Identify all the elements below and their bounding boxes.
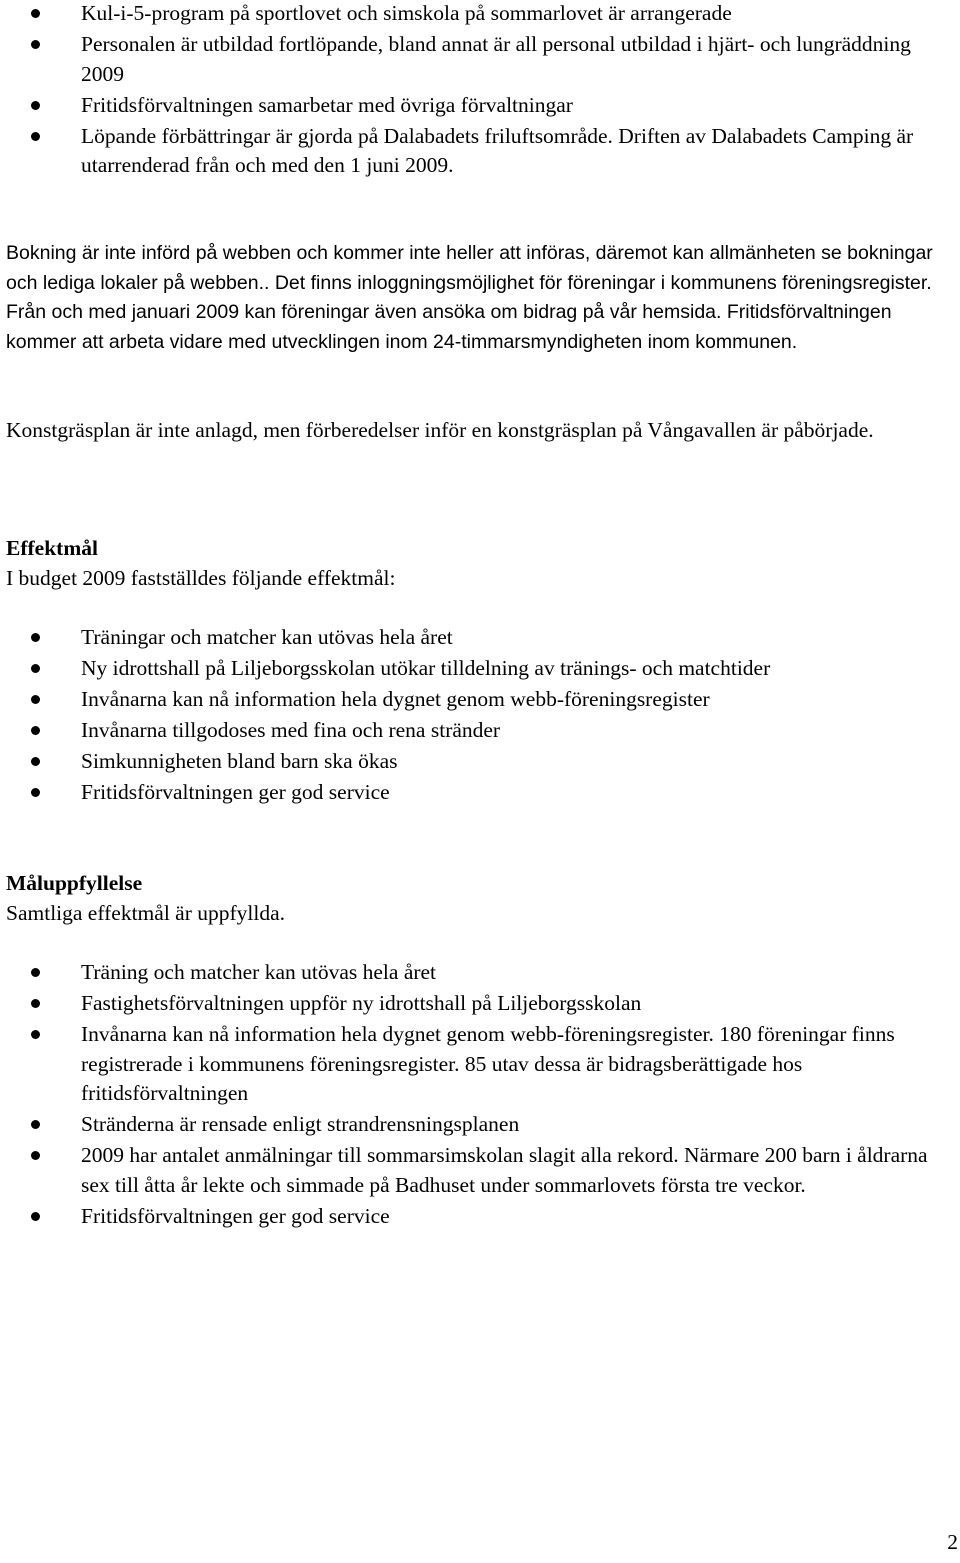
maluppfyllelse-list-section bbox=[6, 958, 954, 1233]
list-item: 2009 har antalet anmälningar till sommarsimskolan slagit alla rekord. Närmare 200 barn i åldrarna sex till åtta år lekte och simmade på Badhuset under sommarlovets första tre veckor. bbox=[6, 1141, 954, 1200]
maluppfyllelse-section bbox=[6, 869, 954, 928]
top-bullet-list bbox=[6, 0, 954, 181]
effektmal-section bbox=[6, 534, 954, 593]
list-item: Fritidsförvaltningen samarbetar med övriga förvaltningar bbox=[6, 91, 954, 121]
list-item: Personalen är utbildad fortlöpande, bland annat är all personal utbildad i hjärt- och lungräddning 2009 bbox=[6, 30, 954, 89]
effektmal-intro: I budget 2009 fastställdes följande effektmål: bbox=[6, 565, 396, 590]
booking-paragraph-section bbox=[6, 239, 954, 357]
top-bullet-list-section bbox=[6, 0, 954, 182]
effektmal-list-section bbox=[6, 623, 954, 809]
list-item: Simkunnigheten bland barn ska ökas bbox=[6, 747, 954, 777]
list-item: Träningar och matcher kan utövas hela året bbox=[6, 623, 954, 653]
list-item: Fritidsförvaltningen ger god service bbox=[6, 778, 954, 808]
konstgras-paragraph-section bbox=[6, 416, 954, 446]
list-item: Invånarna kan nå information hela dygnet genom webb-föreningsregister bbox=[6, 685, 954, 715]
maluppfyllelse-intro: Samtliga effektmål är uppfyllda. bbox=[6, 900, 286, 925]
maluppfyllelse-heading: Måluppfyllelse bbox=[6, 871, 143, 895]
effektmal-heading: Effektmål bbox=[6, 536, 98, 560]
list-item: Invånarna kan nå information hela dygnet genom webb-föreningsregister. 180 föreningar finns registrerade i kommunens föreningsregister. 85 utav dessa är bidragsberättigade hos fritidsförvaltningen bbox=[6, 1020, 954, 1109]
list-item: Fastighetsförvaltningen uppför ny idrottshall på Liljeborgsskolan bbox=[6, 989, 954, 1019]
list-item: Stränderna är rensade enligt strandrensningsplanen bbox=[6, 1110, 954, 1140]
list-item: Fritidsförvaltningen ger god service bbox=[6, 1202, 954, 1232]
list-item: Invånarna tillgodoses med fina och rena stränder bbox=[6, 716, 954, 746]
list-item: Kul-i-5-program på sportlovet och simskola på sommarlovet är arrangerade bbox=[6, 0, 954, 29]
booking-paragraph: Bokning är inte införd på webben och kommer inte heller att införas, däremot kan allmänheten se bokningar och lediga lokaler på webben.. Det finns inloggningsmöjlighet för föreningar i kommunens föreningsregister. Från och med januari 2009 kan föreningar även ansöka om bidrag på vår hemsida. Fritidsförvaltningen kommer att arbeta vidare med utvecklingen inom 24-timmarsmyndigheten inom kommunen. bbox=[6, 242, 933, 353]
list-item: Ny idrottshall på Liljeborgsskolan utökar tilldelning av tränings- och matchtider bbox=[6, 654, 954, 684]
list-item: Träning och matcher kan utövas hela året bbox=[6, 958, 954, 988]
maluppfyllelse-list bbox=[6, 958, 954, 1231]
effektmal-list bbox=[6, 623, 954, 808]
list-item: Löpande förbättringar är gjorda på Dalabadets friluftsområde. Driften av Dalabadets Camping är utarrenderad från och med den 1 juni 2009. bbox=[6, 122, 954, 181]
konstgras-paragraph: Konstgräsplan är inte anlagd, men förberedelser inför en konstgräsplan på Vångavallen är påbörjade. bbox=[6, 418, 874, 442]
page-number: 2 bbox=[947, 1530, 958, 1554]
